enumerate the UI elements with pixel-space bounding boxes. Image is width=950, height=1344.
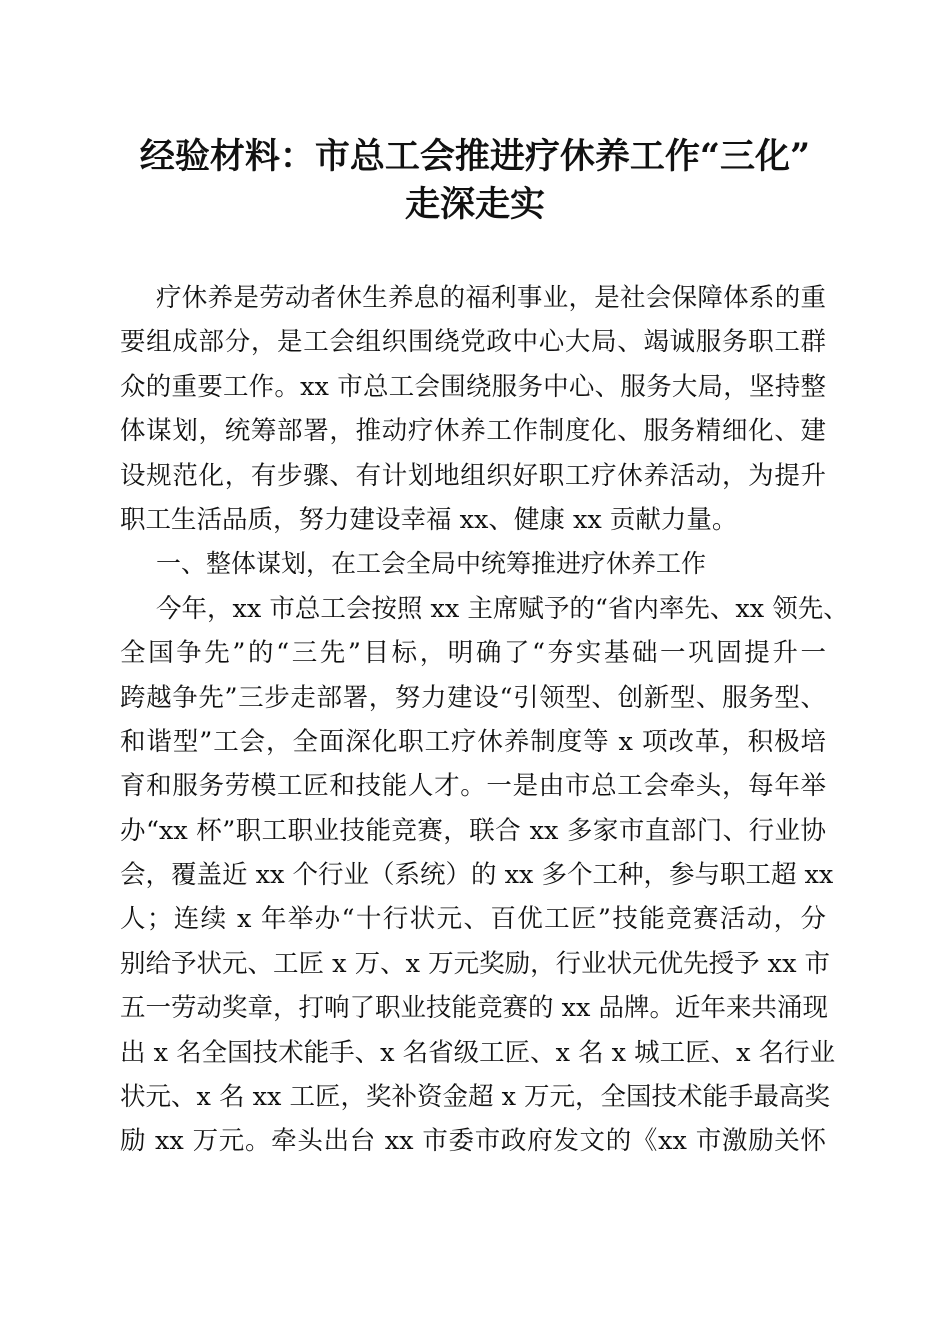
paragraph-line: 会，覆盖近 xx 个行业（系统）的 xx 多个工种，参与职工超 xx	[120, 860, 834, 891]
paragraph-line: 今年，xx 市总工会按照 xx 主席赋予的“省内率先、xx 领先、	[156, 593, 849, 624]
paragraph-line: 体谋划，统筹部署，推动疗休养工作制度化、服务精细化、建	[120, 416, 826, 447]
paragraph-line: 全国争先”的“三先”目标，明确了“夯实基础一巩固提升一	[120, 638, 826, 669]
document-title-line-1: 经验材料：市总工会推进疗休养工作“三化”	[139, 136, 811, 177]
section-heading: 一、整体谋划，在工会全局中统筹推进疗休养工作	[156, 549, 707, 579]
paragraph-line: 要组成部分，是工会组织围绕党政中心大局、竭诚服务职工群	[120, 327, 826, 358]
paragraph-line: 职工生活品质，努力建设幸福 xx、健康 xx 贡献力量。	[120, 504, 738, 535]
paragraph-line: 育和服务劳模工匠和技能人才。一是由市总工会牵头，每年举	[120, 771, 826, 802]
paragraph-line: 设规范化，有步骤、有计划地组织好职工疗休养活动，为提升	[120, 460, 826, 491]
paragraph-line: 人；连续 x 年举办“十行状元、百优工匠”技能竞赛活动，分	[120, 904, 826, 935]
paragraph-line: 跨越争先”三步走部署，努力建设“引领型、创新型、服务型、	[120, 682, 826, 713]
paragraph-line: 和谐型”工会，全面深化职工疗休养制度等 x 项改革，积极培	[120, 726, 826, 757]
paragraph-line: 励 xx 万元。牵头出台 xx 市委市政府发文的《xx 市激励关怀	[120, 1126, 826, 1157]
paragraph-line: 出 x 名全国技术能手、x 名省级工匠、x 名 x 城工匠、x 名行业	[120, 1037, 836, 1068]
paragraph-line: 疗休养是劳动者休生养息的福利事业，是社会保障体系的重	[156, 283, 826, 313]
paragraph-line: 众的重要工作。xx 市总工会围绕服务中心、服务大局，坚持整	[120, 371, 826, 402]
document-body	[120, 276, 849, 1164]
document-title-line-2: 走深走实	[404, 184, 545, 225]
paragraph-line: 别给予状元、工匠 x 万、x 万元奖励，行业状元优先授予 xx 市	[120, 948, 831, 979]
paragraph-line: 五一劳动奖章，打响了职业技能竞赛的 xx 品牌。近年来共涌现	[120, 993, 828, 1024]
paragraph-line: 状元、x 名 xx 工匠，奖补资金超 x 万元，全国技术能手最高奖	[120, 1082, 831, 1113]
paragraph-line: 办“xx 杯”职工职业技能竞赛，联合 xx 多家市直部门、行业协	[120, 815, 826, 846]
